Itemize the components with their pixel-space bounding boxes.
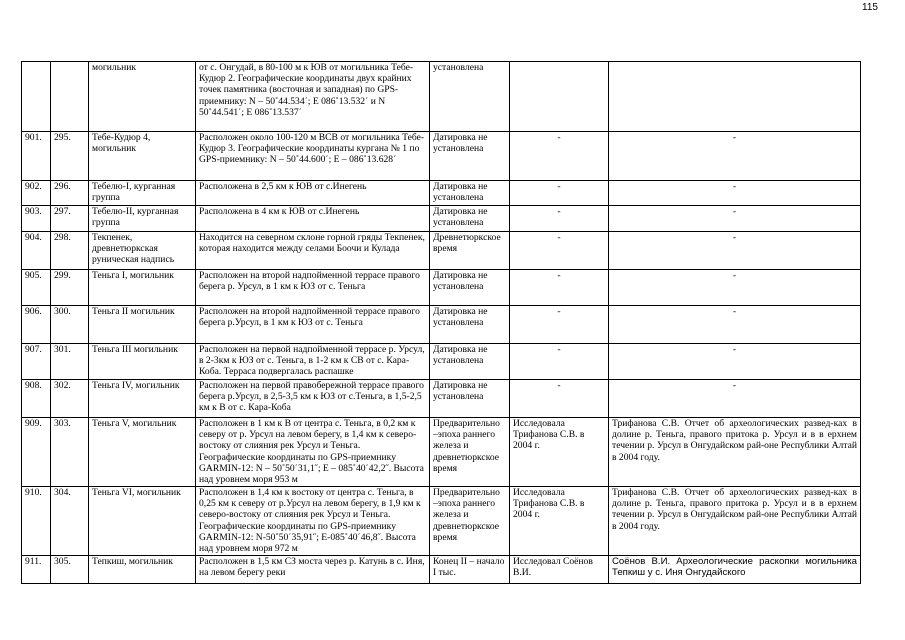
row-number <box>22 132 51 181</box>
literature-reference-text: - <box>732 206 737 217</box>
location-description-text: Расположен в 1,4 км к востоку от центра с. Теньга, в 0,25 км к северу от р.Урсул на левом берегу, в 1,9 км к северо-востоку от слияния рек Урсул и Теньга. Географические координаты по GPS-приемнику GARMIN-12: N-50˚50΄35,91˝; E-085˚40΄46,8˝. Высота над уровнем моря 972 м <box>199 487 421 555</box>
literature-reference-text: - <box>732 132 737 143</box>
local-number-text: 304. <box>54 487 71 498</box>
local-number <box>51 181 89 206</box>
table-row <box>22 418 861 487</box>
literature-reference <box>609 232 861 270</box>
monument-name <box>89 487 196 556</box>
monument-name <box>89 206 196 232</box>
research-info <box>510 344 609 380</box>
research-info-text: - <box>557 306 561 317</box>
location-description-text: Расположен в 1,5 км СЗ моста через р. Катунь в с. Иня, на левом берегу реки <box>199 556 425 579</box>
dating <box>430 306 510 344</box>
monument-name-text: Теньга I, могильник <box>92 270 174 281</box>
monument-name <box>89 306 196 344</box>
row-number-text: 905. <box>25 270 42 281</box>
research-info <box>510 556 609 584</box>
monument-name <box>89 380 196 418</box>
local-number-text: 305. <box>54 556 71 567</box>
dating-text: Предварительно –эпоха раннего железа и древнетюркское время <box>433 487 500 543</box>
literature-reference <box>609 556 861 584</box>
table-row <box>22 181 861 206</box>
local-number-text: 299. <box>54 270 71 281</box>
row-number <box>22 418 51 487</box>
local-number <box>51 380 89 418</box>
monument-name-text: Теньга III могильник <box>92 344 178 355</box>
monument-name <box>89 270 196 306</box>
research-info-text: Исследовала Трифанова С.В. в 2004 г. <box>513 487 585 521</box>
row-number-text: 903. <box>25 206 42 217</box>
row-number-text: 909. <box>25 418 42 429</box>
literature-reference-text: - <box>732 270 737 281</box>
research-info <box>510 232 609 270</box>
location-description <box>196 418 430 487</box>
monument-name <box>89 232 196 270</box>
literature-reference-text: Трифанова С.В. Отчет об археологических развед-ках в долине р. Теньга, правого притока р. Урсул и в в ерхнем течении р. Урсул в Онгудайском рай-оне Республики Алтай в 2004 году. <box>612 487 857 532</box>
dating <box>430 206 510 232</box>
row-number-text: 901. <box>25 132 42 143</box>
table-row <box>22 380 861 418</box>
monument-name <box>89 181 196 206</box>
local-number-text: 303. <box>54 418 71 429</box>
research-info <box>510 487 609 556</box>
monument-name-text: Теньга VI, могильник <box>92 487 181 498</box>
literature-reference <box>609 487 861 556</box>
research-info <box>510 418 609 487</box>
dating-text: Датировка не установлена <box>433 306 488 329</box>
research-info-text: - <box>557 344 561 355</box>
location-description <box>196 487 430 556</box>
dating <box>430 62 510 132</box>
monument-name-text: Тебе-Кудюр 4, могильник <box>92 132 151 155</box>
row-number-text: 911. <box>25 556 42 567</box>
page-number: 115 <box>862 2 878 13</box>
location-description <box>196 132 430 181</box>
row-number <box>22 380 51 418</box>
literature-reference <box>609 206 861 232</box>
dating-text: установлена <box>433 62 484 73</box>
row-number <box>22 62 51 132</box>
row-number <box>22 270 51 306</box>
dating <box>430 487 510 556</box>
monument-name-text: Тебелю-I, курганная группа <box>92 181 176 204</box>
monuments-table <box>21 61 861 584</box>
local-number-text: 298. <box>54 232 71 243</box>
local-number <box>51 418 89 487</box>
dating <box>430 132 510 181</box>
local-number <box>51 232 89 270</box>
location-description <box>196 62 430 132</box>
research-info-text: Исследовала Трифанова С.В. в 2004 г. <box>513 418 585 452</box>
research-info <box>510 206 609 232</box>
location-description <box>196 232 430 270</box>
literature-reference-text: - <box>732 181 737 192</box>
literature-reference <box>609 132 861 181</box>
location-description-text: Расположена в 4 км к ЮВ от с.Инегень <box>199 206 360 217</box>
research-info-text: - <box>557 270 561 281</box>
location-description-text: Расположен на второй надпойменной террасе правого берега р.Урсул, в 1 км к ЮЗ от с. Теньга <box>199 306 420 329</box>
research-info <box>510 380 609 418</box>
research-info <box>510 181 609 206</box>
monument-name <box>89 344 196 380</box>
table-row <box>22 556 861 584</box>
table-row <box>22 306 861 344</box>
row-number-text: 908. <box>25 380 42 391</box>
research-info-text: - <box>557 232 561 243</box>
dating-text: Датировка не установлена <box>433 344 488 367</box>
monument-name <box>89 556 196 584</box>
literature-reference-text: Трифанова С.В. Отчет об археологических развед-ках в долине р. Теньга, правого притока р. Урсул и в в ерхнем течении р. Урсул в Онгудайском рай-оне Республики Алтай в 2004 году. <box>612 418 857 463</box>
location-description-text: Расположен на первой правобережной террасе правого берега р.Урсул, в 2,5-3,5 км к ЮЗ от с.Теньга, в 1,5-2,5 км к В от с. Кара-Коба <box>199 380 424 414</box>
table-row <box>22 62 861 132</box>
local-number <box>51 556 89 584</box>
location-description-text: Расположена в 2,5 км к ЮВ от с.Инегень <box>199 181 367 192</box>
dating <box>430 232 510 270</box>
dating-text: Датировка не установлена <box>433 206 488 229</box>
monument-name-text: Текпенек, древнетюркская руническая надпись <box>92 232 175 266</box>
literature-reference-text: - <box>732 232 737 243</box>
dating <box>430 181 510 206</box>
literature-reference <box>609 380 861 418</box>
research-info <box>510 306 609 344</box>
monument-name-text: Теньга V, могильник <box>92 418 177 429</box>
location-description <box>196 556 430 584</box>
row-number <box>22 306 51 344</box>
literature-reference <box>609 306 861 344</box>
local-number-text: 302. <box>54 380 71 391</box>
monument-name-text: могильник <box>92 62 137 73</box>
location-description-text: Расположен около 100-120 м ВСВ от могильника Тебе-Кудюр 3. Географические координаты кургана № 1 по GPS-приемнику: N – 50˚44.600΄; E – 086˚13.628΄ <box>199 132 425 166</box>
location-description <box>196 344 430 380</box>
table-row <box>22 206 861 232</box>
location-description-text: от с. Онгудай, в 80-100 м к ЮВ от могильника Тебе-Кудюр 2. Географические координаты двух крайних точек памятника (восточная и западная) по GPS-приемнику: N – 50˚44.534΄; E 086˚13.532΄ и N 50˚44.541΄; E 086˚13.537΄ <box>199 62 414 118</box>
location-description-text: Находится на северном склоне горной гряды Текпенек, которая находится между селами Боочи и Кулада <box>199 232 425 255</box>
research-info <box>510 270 609 306</box>
location-description <box>196 206 430 232</box>
location-description-text: Расположен на первой надпойменной террасе р. Урсул, в 2-3км к ЮЗ от с. Теньга, в 1-2 км к СВ от с. Кара-Коба. Терраса подвергалась распашке <box>199 344 425 378</box>
monument-name <box>89 418 196 487</box>
dating <box>430 556 510 584</box>
monument-name-text: Теньга IV, могильник <box>92 380 180 391</box>
local-number-text: 297. <box>54 206 71 217</box>
local-number-text: 301. <box>54 344 71 355</box>
dating-text: Датировка не установлена <box>433 132 488 155</box>
literature-reference-text: Соёнов В.И. Археологические раскопки могильника Тепкиш у с. Иня Онгудайского <box>612 556 857 579</box>
research-info <box>510 132 609 181</box>
location-description <box>196 306 430 344</box>
dating-text: Предварительно –эпоха раннего железа и древнетюркское время <box>433 418 500 474</box>
location-description-text: Расположен в 1 км к В от центра с. Теньга, в 0,2 км к северу от р. Урсул на левом берегу, в 1,4 км к северо-востоку от слияния рек Урсул и Теньга. Географические координаты по GPS-приемнику GARMIN-12: N – 50˚50΄31,1˝; E – 085˚40΄42,2˝. Высота над уровнем моря 953 м <box>199 418 424 486</box>
research-info-text: - <box>557 181 561 192</box>
research-info-text: - <box>557 380 561 391</box>
location-description <box>196 181 430 206</box>
local-number-text: 300. <box>54 306 71 317</box>
literature-reference <box>609 181 861 206</box>
research-info-text: - <box>557 206 561 217</box>
row-number <box>22 487 51 556</box>
local-number <box>51 62 89 132</box>
local-number <box>51 487 89 556</box>
monument-name <box>89 62 196 132</box>
row-number-text: 904. <box>25 232 42 243</box>
row-number-text: 910. <box>25 487 42 498</box>
dating-text: Датировка не установлена <box>433 380 488 403</box>
row-number <box>22 181 51 206</box>
local-number <box>51 344 89 380</box>
research-info <box>510 62 609 132</box>
dating <box>430 270 510 306</box>
row-number-text: 907. <box>25 344 42 355</box>
dating-text: Конец II – начало I тыс. <box>433 556 505 579</box>
local-number <box>51 206 89 232</box>
dating-text: Древнетюркское время <box>433 232 501 255</box>
local-number <box>51 132 89 181</box>
literature-reference <box>609 270 861 306</box>
literature-reference <box>609 62 861 132</box>
dating <box>430 380 510 418</box>
table-row <box>22 344 861 380</box>
dating-text: Датировка не установлена <box>433 270 488 293</box>
row-number-text: 906. <box>25 306 42 317</box>
location-description <box>196 270 430 306</box>
table-row <box>22 270 861 306</box>
research-info-text: - <box>557 132 561 143</box>
local-number <box>51 270 89 306</box>
row-number <box>22 206 51 232</box>
location-description-text: Расположен на второй надпойменной террасе правого берега р. Урсул, в 1 км к ЮЗ от с. Теньга <box>199 270 420 293</box>
row-number <box>22 556 51 584</box>
monument-name-text: Тебелю-II, курганная группа <box>92 206 179 229</box>
literature-reference-text: - <box>732 306 737 317</box>
location-description <box>196 380 430 418</box>
dating <box>430 418 510 487</box>
table-row <box>22 232 861 270</box>
literature-reference-text: - <box>732 380 737 391</box>
literature-reference <box>609 344 861 380</box>
literature-reference-text: - <box>732 344 737 355</box>
monument-name-text: Теньга II могильник <box>92 306 175 317</box>
local-number-text: 296. <box>54 181 71 192</box>
row-number-text: 902. <box>25 181 42 192</box>
table-row <box>22 487 861 556</box>
local-number-text: 295. <box>54 132 71 143</box>
research-info-text: Исследовал Соёнов В.И. <box>513 556 593 579</box>
dating-text: Датировка не установлена <box>433 181 488 204</box>
monument-name <box>89 132 196 181</box>
local-number <box>51 306 89 344</box>
table-row <box>22 132 861 181</box>
dating <box>430 344 510 380</box>
literature-reference <box>609 418 861 487</box>
monument-name-text: Тепкиш, могильник <box>92 556 173 567</box>
row-number <box>22 232 51 270</box>
row-number <box>22 344 51 380</box>
